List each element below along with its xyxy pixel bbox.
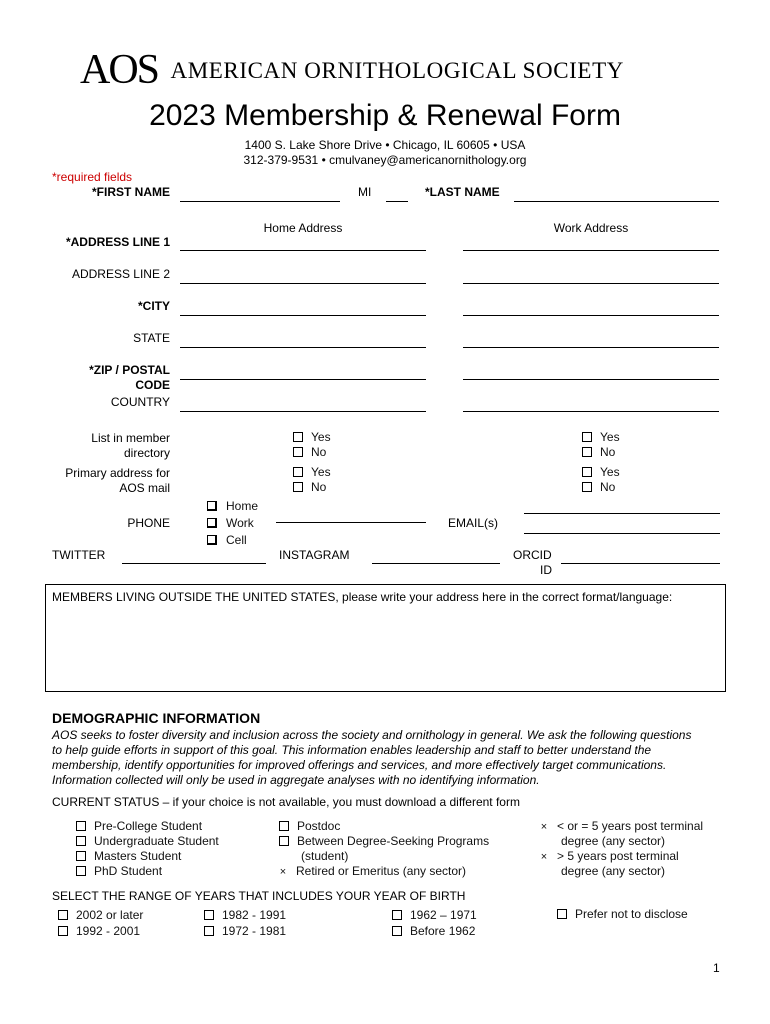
birth-1992-2001[interactable]: 1992 - 2001 bbox=[58, 924, 140, 939]
home-address-line1-field[interactable] bbox=[180, 250, 426, 251]
x-mark-icon: × bbox=[540, 821, 548, 833]
org-address: 1400 S. Lake Shore Drive • Chicago, IL 60605 • USA bbox=[244, 138, 526, 152]
checkbox-icon bbox=[582, 482, 592, 492]
status-phd[interactable]: PhD Student bbox=[76, 864, 162, 879]
home-directory-yes[interactable]: Yes bbox=[293, 430, 331, 445]
checkbox-icon bbox=[76, 866, 86, 876]
work-address-header: Work Address bbox=[553, 221, 629, 235]
email-field-2[interactable] bbox=[524, 533, 720, 534]
mi-field[interactable] bbox=[386, 201, 408, 202]
checkbox-icon bbox=[392, 910, 402, 920]
birth-1972-1981[interactable]: 1972 - 1981 bbox=[204, 924, 286, 939]
checkbox-icon bbox=[204, 926, 214, 936]
status-over-5-years-note: degree (any sector) bbox=[561, 864, 666, 878]
directory-label-line1: List in member bbox=[91, 431, 170, 445]
work-state-field[interactable] bbox=[463, 347, 719, 348]
first-name-field[interactable] bbox=[180, 201, 340, 202]
work-primary-yes[interactable]: Yes bbox=[582, 465, 620, 480]
birth-2002-later[interactable]: 2002 or later bbox=[58, 908, 143, 923]
checkbox-icon bbox=[207, 518, 217, 528]
checkbox-icon bbox=[582, 432, 592, 442]
phone-field[interactable] bbox=[276, 522, 426, 523]
x-mark-icon: × bbox=[279, 866, 287, 878]
page-number: 1 bbox=[713, 961, 720, 975]
email-field-1[interactable] bbox=[524, 513, 720, 514]
checkbox-icon bbox=[58, 910, 68, 920]
address-line2-label: ADDRESS LINE 2 bbox=[71, 267, 170, 281]
org-name: AMERICAN ORNITHOLOGICAL SOCIETY bbox=[170, 58, 624, 83]
orcid-label-line1: ORCID bbox=[513, 548, 552, 562]
checkbox-icon bbox=[76, 821, 86, 831]
primary-label-line1: Primary address for bbox=[65, 466, 170, 480]
checkbox-icon bbox=[293, 482, 303, 492]
work-directory-yes[interactable]: Yes bbox=[582, 430, 620, 445]
phone-work-option[interactable]: Work bbox=[207, 516, 254, 531]
phone-home-option[interactable]: Home bbox=[207, 499, 258, 514]
home-zip-field[interactable] bbox=[180, 379, 426, 380]
logo-mark: AOS bbox=[80, 47, 159, 93]
primary-label-line2: AOS mail bbox=[119, 481, 170, 495]
international-address-label: MEMBERS LIVING OUTSIDE THE UNITED STATES, please write your address here in the correct format/language: bbox=[52, 590, 673, 604]
birth-year-label: SELECT THE RANGE OF YEARS THAT INCLUDES YOUR YEAR OF BIRTH bbox=[52, 889, 466, 903]
instagram-field[interactable] bbox=[372, 563, 500, 564]
checkbox-icon bbox=[279, 836, 289, 846]
checkbox-icon bbox=[76, 836, 86, 846]
status-under-5-years[interactable]: × < or = 5 years post terminal bbox=[540, 819, 704, 833]
state-label: STATE bbox=[133, 331, 170, 345]
orcid-label-line2: ID bbox=[540, 563, 552, 577]
work-address-line1-field[interactable] bbox=[463, 250, 719, 251]
current-status-label: CURRENT STATUS – if your choice is not available, you must download a different form bbox=[52, 795, 520, 809]
email-label: EMAIL(s) bbox=[448, 516, 499, 530]
x-mark-icon: × bbox=[540, 851, 548, 863]
status-between-programs[interactable]: Between Degree-Seeking Programs bbox=[279, 834, 489, 849]
checkbox-icon bbox=[58, 926, 68, 936]
required-note: *required fields bbox=[52, 170, 133, 184]
demographic-intro: AOS seeks to foster diversity and inclusion across the society and ornithology in general. We ask the following questions to help guide efforts in support of this goal. This information enables leadership and staff to better understand the membership, identify opportunities for improved offerings and services, and more effectively target communications. Information collected will only be used in aggregate analyses with no identifying information. bbox=[52, 728, 692, 787]
work-zip-field[interactable] bbox=[463, 379, 719, 380]
address-line1-label: *ADDRESS LINE 1 bbox=[65, 235, 170, 249]
home-primary-no[interactable]: No bbox=[293, 480, 326, 495]
checkbox-icon bbox=[76, 851, 86, 861]
twitter-label: TWITTER bbox=[52, 548, 106, 562]
orcid-field[interactable] bbox=[561, 563, 720, 564]
status-postdoc[interactable]: Postdoc bbox=[279, 819, 340, 834]
checkbox-icon bbox=[293, 467, 303, 477]
status-retired[interactable]: × Retired or Emeritus (any sector) bbox=[279, 864, 467, 878]
status-between-programs-note: (student) bbox=[301, 849, 349, 863]
org-logo bbox=[80, 48, 624, 92]
work-city-field[interactable] bbox=[463, 315, 719, 316]
twitter-field[interactable] bbox=[122, 563, 266, 564]
instagram-label: INSTAGRAM bbox=[279, 548, 350, 562]
checkbox-icon bbox=[293, 447, 303, 457]
birth-1982-1991[interactable]: 1982 - 1991 bbox=[204, 908, 286, 923]
work-address-line2-field[interactable] bbox=[463, 283, 719, 284]
checkbox-icon bbox=[557, 909, 567, 919]
checkbox-icon bbox=[204, 910, 214, 920]
international-address-box[interactable] bbox=[45, 584, 726, 692]
phone-cell-option[interactable]: Cell bbox=[207, 533, 247, 548]
home-city-field[interactable] bbox=[180, 315, 426, 316]
birth-1962-1971[interactable]: 1962 – 1971 bbox=[392, 908, 477, 923]
city-label: *CITY bbox=[137, 299, 170, 313]
home-country-field[interactable] bbox=[180, 411, 426, 412]
demographic-heading: DEMOGRAPHIC INFORMATION bbox=[52, 710, 261, 726]
last-name-field[interactable] bbox=[514, 201, 719, 202]
last-name-label: *LAST NAME bbox=[425, 185, 500, 199]
work-country-field[interactable] bbox=[463, 411, 719, 412]
status-over-5-years[interactable]: × > 5 years post terminal bbox=[540, 849, 679, 863]
zip-label-line2: CODE bbox=[135, 378, 170, 392]
status-masters[interactable]: Masters Student bbox=[76, 849, 181, 864]
home-state-field[interactable] bbox=[180, 347, 426, 348]
home-directory-no[interactable]: No bbox=[293, 445, 326, 460]
work-directory-no[interactable]: No bbox=[582, 445, 615, 460]
birth-before-1962[interactable]: Before 1962 bbox=[392, 924, 475, 939]
directory-label-line2: directory bbox=[123, 446, 170, 460]
page-title: 2023 Membership & Renewal Form bbox=[149, 99, 621, 132]
checkbox-icon bbox=[279, 821, 289, 831]
checkbox-icon bbox=[207, 535, 217, 545]
home-address-header: Home Address bbox=[263, 221, 343, 235]
checkbox-icon bbox=[582, 467, 592, 477]
home-primary-yes[interactable]: Yes bbox=[293, 465, 331, 480]
work-primary-no[interactable]: No bbox=[582, 480, 615, 495]
country-label: COUNTRY bbox=[110, 395, 170, 409]
checkbox-icon bbox=[207, 501, 217, 511]
checkbox-icon bbox=[293, 432, 303, 442]
status-pre-college[interactable]: Pre-College Student bbox=[76, 819, 202, 834]
zip-label-line1: *ZIP / POSTAL bbox=[89, 363, 170, 377]
org-contact: 312-379-9531 • cmulvaney@americanornithology.org bbox=[243, 153, 527, 167]
checkbox-icon bbox=[392, 926, 402, 936]
phone-label: PHONE bbox=[127, 516, 170, 530]
home-address-line2-field[interactable] bbox=[180, 283, 426, 284]
status-under-5-years-note: degree (any sector) bbox=[561, 834, 666, 848]
mi-label: MI bbox=[358, 185, 372, 199]
birth-prefer-not[interactable]: Prefer not to disclose bbox=[557, 907, 688, 922]
status-undergraduate[interactable]: Undergraduate Student bbox=[76, 834, 219, 849]
checkbox-icon bbox=[582, 447, 592, 457]
first-name-label: *FIRST NAME bbox=[92, 185, 170, 199]
